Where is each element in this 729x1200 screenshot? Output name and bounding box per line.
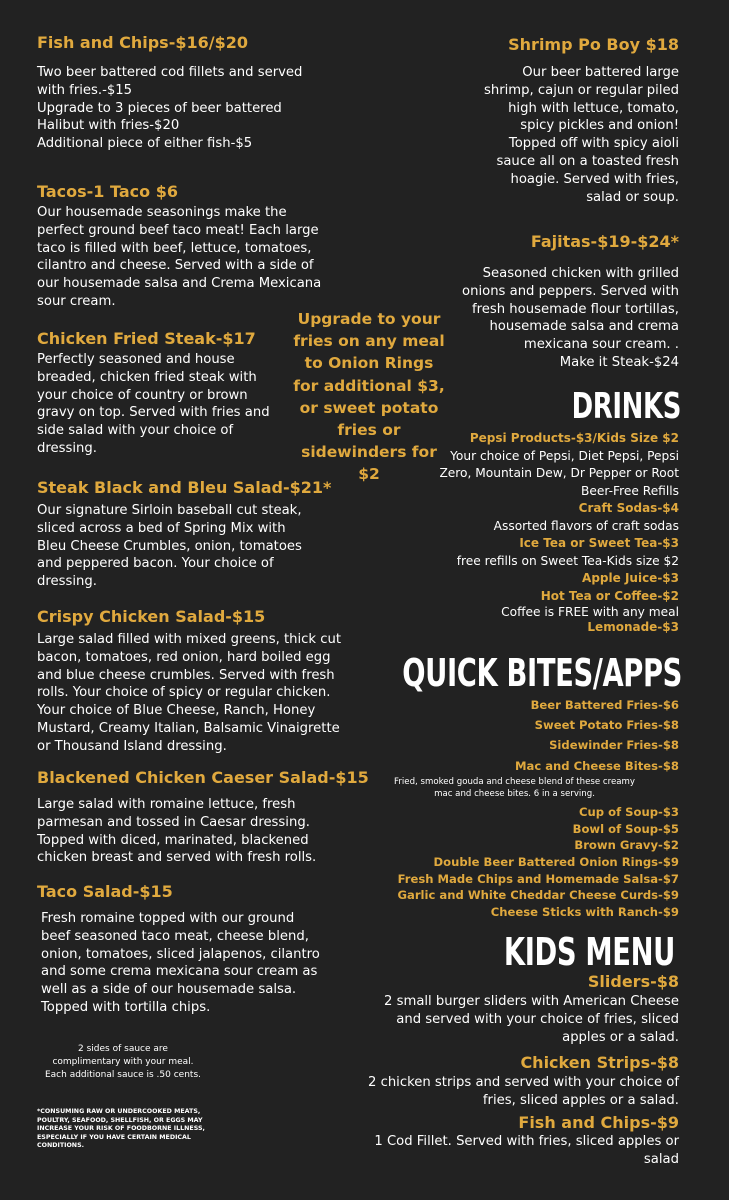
item-description: Our beer battered large shrimp, cajun or regular piled high with lettuce, tomato, spicy pickles and onion! Topped off with spicy aioli sauce all on a toasted fresh hoagie. Served with fries, salad or soup. — [483, 65, 679, 205]
item-tacos — [37, 182, 357, 311]
item-chicken-fried-steak — [37, 329, 297, 458]
qb-item: Sidewinder Fries-$8 — [549, 738, 679, 753]
item-title: Taco Salad-$15 — [37, 882, 173, 901]
item-title: Crispy Chicken Salad-$15 — [37, 607, 266, 626]
item-fish-and-chips — [37, 33, 367, 153]
qb-item: Cheese Sticks with Ranch-$9 — [490, 905, 679, 920]
kids-fish-title: Fish and Chips-$9 — [518, 1112, 679, 1132]
drink-pepsi: Pepsi Products-$3/Kids Size $2 — [469, 431, 679, 445]
item-description: Large salad filled with mixed greens, thick cut bacon, tomatoes, red onion, hard boiled egg and blue cheese crumbles. Served with fresh rolls. Your choice of spicy or regular chicken. Your choice of Blue Cheese, Ranch, Honey Mustard, Creamy Italian, Balsamic Vinaigrette or Thousand Island dressing. — [37, 632, 342, 754]
drink-hot-tea: Hot Tea or Coffee-$2 — [540, 588, 679, 603]
item-description: Seasoned chicken with grilled onions and peppers. Served with fresh housemade flour tortillas, housemade salsa and crema mexicana sour cream. . Make it Steak-$24 — [462, 266, 679, 370]
kids-section — [375, 929, 675, 975]
item-title: Steak Black and Bleu Salad-$21* — [37, 478, 332, 497]
drinks-heading: DRINKS — [571, 386, 681, 427]
drink-apple: Apple Juice-$3 — [582, 571, 679, 585]
drink-coffee-desc: Coffee is FREE with any meal — [501, 605, 679, 619]
disclaimer: *CONSUMING RAW OR UNDERCOOKED MEATS, POULTRY, SEAFOOD, SHELLFISH, OR EGGS MAY INCREASE YOUR RISK OF FOODBORNE ILLNESS, ESPECIALLY IF YOU HAVE CERTAIN MEDICAL CONDITIONS. — [37, 1108, 205, 1150]
drink-craft-desc: Assorted flavors of craft sodas — [493, 518, 679, 533]
qb-item: Sweet Potato Fries-$8 — [534, 718, 679, 733]
item-title: Shrimp Po Boy $18 — [508, 35, 679, 54]
upgrade-note: Upgrade to your fries on any meal to Onion Rings for additional $3, or sweet potato fries or sidewinders for $2 — [293, 310, 445, 484]
item-title: Fish and Chips-$16/$20 — [37, 33, 248, 52]
item-caeser-salad — [37, 768, 377, 867]
qb-item: Beer Battered Fries-$6 — [530, 698, 679, 712]
item-title: Chicken Fried Steak-$17 — [37, 329, 256, 348]
item-title: Fajitas-$19-$24* — [530, 232, 679, 251]
mac-desc: Fried, smoked gouda and cheese blend of these creamy mac and cheese bites. 6 in a serving. — [394, 776, 635, 800]
kids-fish-desc: 1 Cod Fillet. Served with fries, sliced apples or salad — [374, 1133, 679, 1167]
qb-item: Cup of Soup-$3 — [579, 804, 679, 819]
quick-bites-section — [282, 650, 682, 696]
qb-item: Double Beer Battered Onion Rings-$9 — [433, 854, 679, 869]
drinks-section — [381, 385, 681, 429]
qb-item: Fresh Made Chips and Homemade Salsa-$7 — [397, 871, 679, 886]
kids-sliders-title: Sliders-$8 — [587, 972, 679, 991]
item-title: Blackened Chicken Caeser Salad-$15 — [37, 768, 369, 787]
qb-item: Garlic and White Cheddar Cheese Curds-$9 — [397, 888, 679, 903]
item-title: Tacos-1 Taco $6 — [37, 182, 178, 201]
kids-strips-title: Chicken Strips-$8 — [520, 1053, 679, 1073]
item-shrimp-po-boy — [400, 35, 679, 206]
drink-craft: Craft Sodas-$4 — [578, 501, 679, 515]
item-description: Large salad with romaine lettuce, fresh parmesan and tossed in Caesar dressing. Topped with diced, marinated, blackened chicken breast and served with fresh rolls. — [37, 797, 317, 866]
drink-ice-tea: Ice Tea or Sweet Tea-$3 — [519, 536, 679, 550]
item-description: Perfectly seasoned and house breaded, chicken fried steak with your choice of country or brown gravy on top. Served with fries and side salad with your choice of dressing. — [37, 352, 270, 456]
qb-item: Brown Gravy-$2 — [574, 838, 679, 853]
qb-item: Mac and Cheese Bites-$8 — [514, 758, 679, 773]
item-description: Fresh romaine topped with our ground beef seasoned taco meat, cheese blend, onion, tomatoes, sliced jalapenos, cilantro and some crema mexicana sour cream as well as a side of our housemade salsa. Topped with tortilla chips. — [41, 911, 320, 1015]
drink-lemonade: Lemonade-$3 — [587, 620, 679, 634]
item-description: Two beer battered cod fillets and served with fries.-$15 Upgrade to 3 pieces of beer battered Halibut with fries-$20 Additional piece of either fish-$5 — [37, 65, 303, 152]
quick-bites-list — [370, 695, 679, 921]
item-fajitas — [400, 232, 679, 372]
item-description: Our signature Sirloin baseball cut steak, sliced across a bed of Spring Mix with Bleu Cheese Crumbles, onion, tomatoes and peppered bacon. Your choice of dressing. — [37, 503, 302, 590]
item-taco-salad — [37, 882, 357, 1017]
sauce-note: 2 sides of sauce are complimentary with your meal. Each additional sauce is .50 cents. — [44, 1044, 202, 1080]
drink-pepsi-desc: Your choice of Pepsi, Diet Pepsi, Pepsi Zero, Mountain Dew, Dr Pepper or Root Beer-Free Refills — [439, 448, 679, 498]
quick-bites-heading: QUICK BITES/APPS — [402, 651, 682, 695]
drinks-list — [400, 430, 679, 635]
kids-sliders-desc: 2 small burger sliders with American Cheese and served with your choice of fries, sliced apples or a salad. — [384, 994, 679, 1045]
item-description: Our housemade seasonings make the perfect ground beef taco meat! Each large taco is filled with beef, lettuce, tomatoes, cilantro and cheese. Served with a side of our housemade salsa and Crema Mexicana sour cream. — [37, 205, 322, 309]
item-steak-salad — [37, 478, 367, 591]
kids-list — [340, 972, 679, 1169]
qb-item: Bowl of Soup-$5 — [572, 821, 679, 836]
kids-strips-desc: 2 chicken strips and served with your choice of fries, sliced apples or a salad. — [367, 1075, 679, 1109]
drink-ice-tea-desc: free refills on Sweet Tea-Kids size $2 — [456, 553, 679, 568]
kids-heading: KIDS MENU — [503, 930, 675, 974]
